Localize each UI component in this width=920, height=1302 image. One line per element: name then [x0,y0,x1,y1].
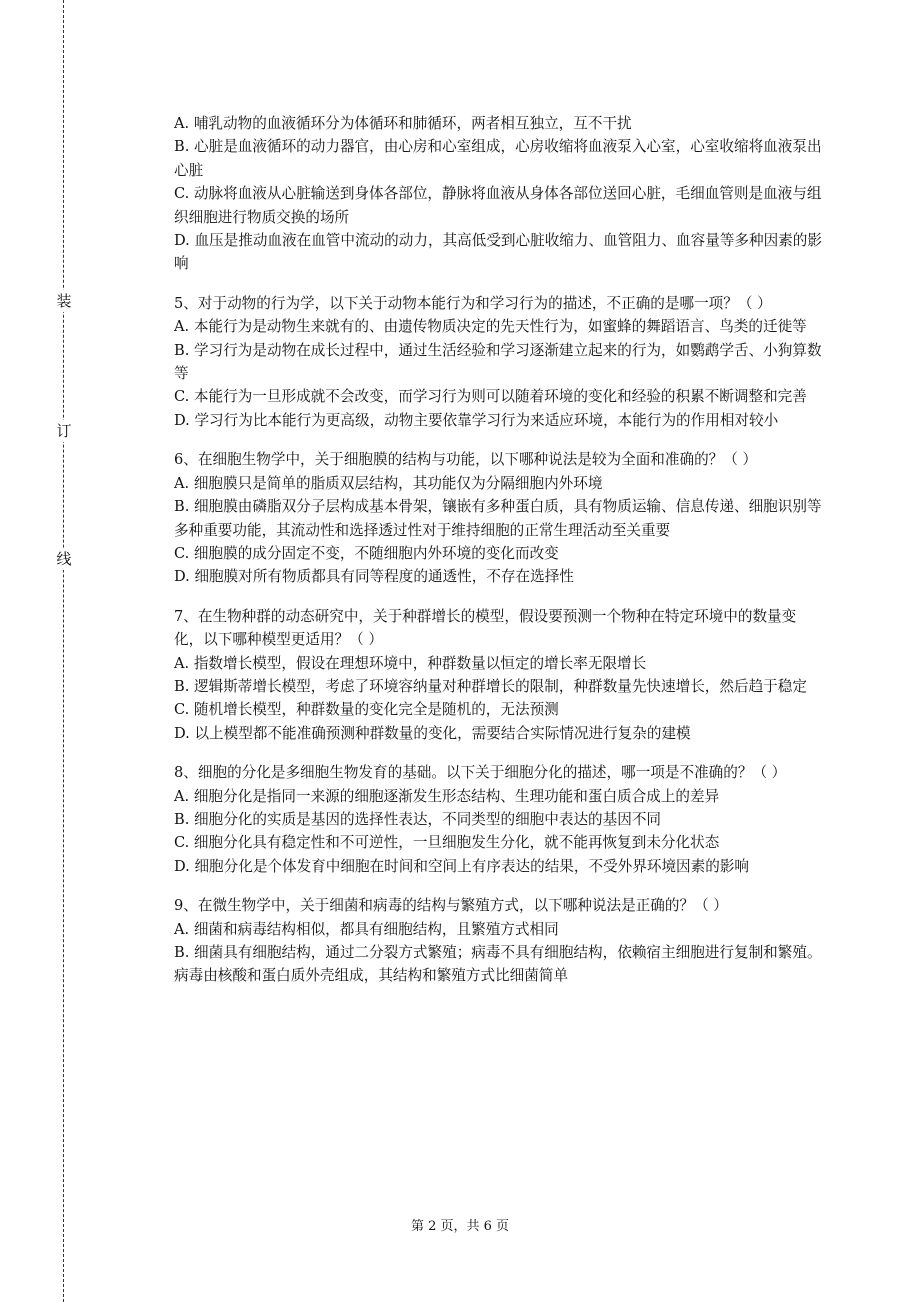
option-a: A. 本能行为是动物生来就有的、由遗传物质决定的先天性行为，如蜜蜂的舞蹈语言、鸟类的迁徙等 [174,318,807,336]
option-b: B. 逻辑斯蒂增长模型，考虑了环境容纳量对种群增长的限制，种群数量先快速增长，然后趋于稳定 [174,677,807,695]
question-stem: 5、对于动物的行为学，以下关于动物本能行为和学习行为的描述，不正确的是哪一项？（ ） [174,294,772,312]
option-d: D. 细胞膜对所有物质都具有同等程度的通透性，不存在选择性 [174,568,574,586]
question-stem: 6、在细胞生物学中，关于细胞膜的结构与功能，以下哪种说法是较为全面和准确的？（ ） [174,451,758,469]
option-d: D. 以上模型都不能准确预测种群数量的变化，需要结合实际情况进行复杂的建模 [174,724,691,742]
question-stem: 7、在生物种群的动态研究中，关于种群增长的模型，假设要预测一个物种在特定环境中的数量变化，以下哪种模型更适用？（ ） [174,607,797,649]
option-c: C. 细胞膜的成分固定不变，不随细胞内外环境的变化而改变 [174,544,559,562]
option-d: D. 血压是推动血液在血管中流动的动力，其高低受到心脏收缩力、血管阻力、血容量等多种因素的影响 [174,232,822,273]
question-stem: 9、在微生物学中，关于细菌和病毒的结构与繁殖方式，以下哪种说法是正确的？（ ） [174,897,728,915]
question-5 [174,292,824,432]
page-number: 第 2 页，共 6 页 [410,1219,510,1234]
binding-char-ding: 订 [53,420,75,442]
option-d: D. 细胞分化是个体发育中细胞在时间和空间上有序表达的结果，不受外界环境因素的影响 [174,857,750,875]
option-c: C. 本能行为一旦形成就不会改变，而学习行为则可以随着环境的变化和经验的积累不断调整和完善 [174,388,807,406]
question-8 [174,761,824,878]
option-b: B. 细胞分化的实质是基因的选择性表达，不同类型的细胞中表达的基因不同 [174,810,662,828]
option-c: C. 随机增长模型，种群数量的变化完全是随机的，无法预测 [174,701,559,719]
option-b: B. 学习行为是动物在成长过程中，通过生活经验和学习逐渐建立起来的行为，如鹦鹉学舌、小狗算数等 [174,341,822,383]
binding-char-xian: 线 [53,548,75,570]
option-b: B. 细胞膜由磷脂双分子层构成基本骨架，镶嵌有多种蛋白质，具有物质运输、信息传递、细胞识别等多种重要功能，其流动性和选择透过性对于维持细胞的正常生理活动至关重要 [174,498,822,539]
question-7 [174,605,824,745]
question-9 [174,894,824,988]
option-c: C. 动脉将血液从心脏输送到身体各部位，静脉将血液从身体各部位送回心脏，毛细血管则是血液与组织细胞进行物质交换的场所 [174,185,822,226]
option-a: A. 细胞分化是指同一来源的细胞逐渐发生形态结构、生理功能和蛋白质合成上的差异 [174,787,720,805]
option-a: A. 细胞膜只是简单的脂质双层结构，其功能仅为分隔细胞内外环境 [174,474,603,492]
option-c: C. 细胞分化具有稳定性和不可逆性，一旦细胞发生分化，就不能再恢复到未分化状态 [174,834,720,852]
option-d: D. 学习行为比本能行为更高级，动物主要依靠学习行为来适应环境，本能行为的作用相对较小 [174,411,779,429]
binding-char-zhuang: 装 [53,290,75,312]
option-a: A. 指数增长模型，假设在理想环境中，种群数量以恒定的增长率无限增长 [174,654,647,672]
question-list [174,112,824,1004]
question-6 [174,448,824,588]
option-b: B. 细菌具有细胞结构，通过二分裂方式繁殖；病毒不具有细胞结构，依赖宿主细胞进行复制和繁殖。病毒由核酸和蛋白质外壳组成，其结构和繁殖方式比细菌简单 [174,944,822,985]
option-a: A. 细菌和病毒结构相似，都具有细胞结构，且繁殖方式相同 [174,920,559,938]
question-4-continued [174,112,824,276]
question-stem: 8、细胞的分化是多细胞生物发育的基础。以下关于细胞分化的描述，哪一项是不准确的？（ ） [174,764,787,782]
option-b: B. 心脏是血液循环的动力器官，由心房和心室组成，心房收缩将血液泵入心室，心室收缩将血液泵出心脏 [174,138,822,179]
binding-dashed-line [63,0,64,1302]
option-a: A. 哺乳动物的血液循环分为体循环和肺循环，两者相互独立，互不干扰 [174,115,632,132]
